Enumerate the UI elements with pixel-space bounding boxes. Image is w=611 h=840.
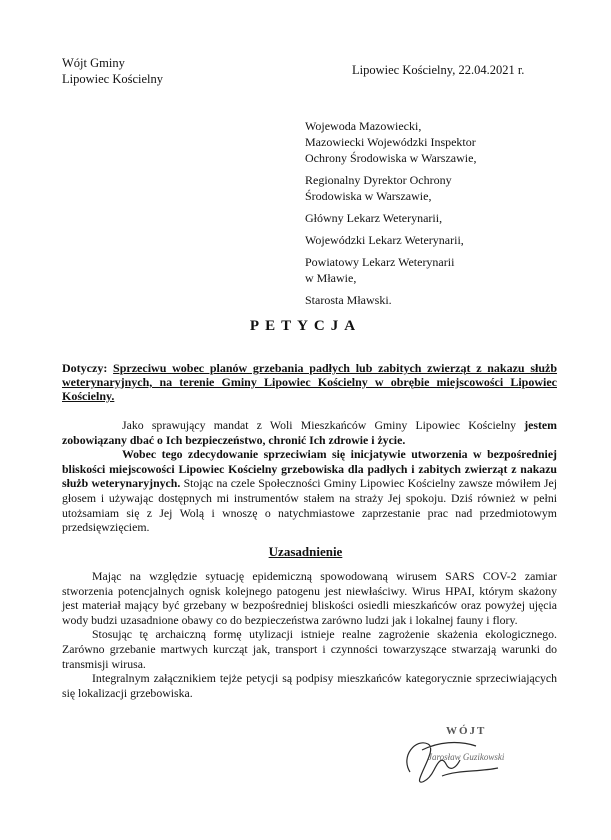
justification-heading: Uzasadnienie (268, 544, 343, 559)
recipient-line: Wojewoda Mazowiecki, (305, 119, 422, 133)
sender-block (62, 55, 163, 87)
sender-line-2: Lipowiec Kościelny (62, 72, 164, 86)
paragraph-1-text: Jako sprawujący mandat z Woli Mieszkańców Gminy Lipowiec Kościelny (122, 418, 525, 432)
paragraph-1 (62, 418, 557, 447)
paragraph-2 (62, 447, 557, 535)
subject-label: Dotyczy: (62, 361, 108, 375)
subject-block (62, 361, 557, 403)
document-title: PETYCJA (249, 318, 362, 334)
recipient-1 (305, 118, 476, 166)
recipient-line: Powiatowy Lekarz Weterynarii (305, 255, 455, 269)
place-date: Lipowiec Kościelny, 22.04.2021 r. (352, 63, 525, 77)
recipient-line: Regionalny Dyrektor Ochrony (305, 173, 452, 187)
paragraph-4: Stosując tę archaiczną formę utylizacji istnieje realne zagrożenie skażenia ekologicznego. Zarówno grzebanie martwych kurcząt jak, transport i czynności towarzyszące stwarzają warunki do transmisji wirusa. (62, 627, 557, 671)
subject-text: Sprzeciwu wobec planów grzebania padłych lub zabitych zwierząt z nakazu służb weterynaryjnych, na terenie Gminy Lipowiec Kościelny w obrębie miejscowości Lipowiec Kościelny. (62, 361, 558, 403)
recipient-6 (305, 292, 476, 308)
paragraph-2-text: Stojąc na czele Społeczności Gminy Lipowiec Kościelny zawsze mówiłem Jej głosem i używając dostępnych mi instrumentów stałem na straży Jej spokoju. Dziś również w pełni utożsamiam się z Jej Wolą i wnoszę o natychmiastowe zaprzestanie prac nad przedmiotowym przedsięwzięciem. (62, 476, 558, 535)
paragraph-5: Integralnym załącznikiem tejże petycji są podpisy mieszkańców kategorycznie sprzeciwiających się lokalizacji grzebowiska. (62, 671, 557, 700)
recipient-line: Główny Lekarz Weterynarii, (305, 211, 443, 225)
recipient-line: Wojewódzki Lekarz Weterynarii, (305, 233, 464, 247)
paragraph-2-bold: Wobec tego zdecydowanie sprzeciwiam się inicjatywie utworzenia w bezpośredniej bliskości miejscowości Lipowiec Kościelny grzebowiska dla padłych i zabitych zwierząt z nakazu służb weterynaryjnych. (62, 447, 557, 491)
stamp-name: Jarosław Guzikowski (428, 752, 505, 762)
recipient-line: w Mławie, (305, 271, 357, 285)
justification-body (62, 569, 557, 700)
paragraph-3: Mając na względzie sytuację epidemiczną spowodowaną wirusem SARS COV-2 zamiar stworzenia potencjalnych ognisk kolejnego patogenu jest niewłaściwy. Wirus HPAI, którym skażony jest materiał mający być grzebany w bezpośredniej bliskości osiedli mieszkańców oraz powyżej ujęcia wody budzi uzasadnione obawy co do bezpieczeństwa zarówno ludzi jak i lokalnej fauny i flory. (62, 569, 557, 627)
recipient-line: Starosta Mławski. (305, 293, 392, 307)
sender-line-1: Wójt Gminy (62, 56, 125, 70)
stamp-title: WÓJT (446, 725, 487, 737)
signature-stamp (398, 720, 528, 795)
paragraph-1-bold: jestem zobowiązany dbać o Ich bezpieczeństwo, chronić Ich zdrowie i życie. (62, 418, 557, 447)
recipient-3 (305, 210, 476, 226)
recipient-line: Mazowiecki Wojewódzki Inspektor (305, 135, 476, 149)
recipient-line: Ochrony Środowiska w Warszawie, (305, 151, 477, 165)
petition-body (62, 418, 557, 535)
recipient-5 (305, 254, 476, 286)
recipients-block (305, 118, 476, 314)
recipient-4 (305, 232, 476, 248)
recipient-2 (305, 172, 476, 204)
recipient-line: Środowiska w Warszawie, (305, 189, 432, 203)
signature-icon (407, 743, 498, 783)
